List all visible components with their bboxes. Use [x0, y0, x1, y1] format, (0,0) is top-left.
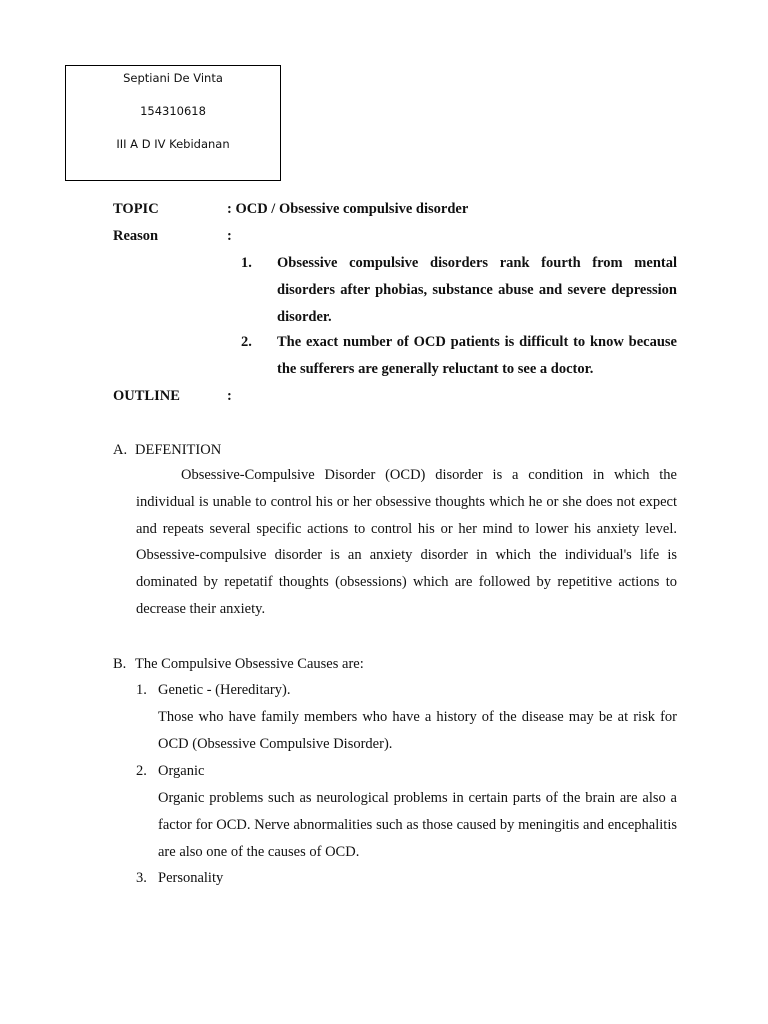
cause-description: Organic problems such as neurological problems in certain parts of the brain are also a factor for OCD. Nerve abnormalities such as those caused by meningitis and encephalitis are also one of the causes of OCD. — [158, 790, 677, 860]
section-b-heading — [113, 656, 364, 673]
cause-number: 2. — [136, 763, 147, 779]
outline-value: : — [227, 388, 232, 404]
reason-text: Obsessive compulsive disorders rank fourth from mental disorders after phobias, substance abuse and severe depression disorder. — [277, 255, 677, 325]
student-class: III A D IV Kebidanan — [116, 137, 230, 151]
section-a-title: DEFENITION — [135, 442, 222, 458]
cause-number: 1. — [136, 682, 147, 698]
section-b-title: The Compulsive Obsessive Causes are: — [135, 656, 364, 672]
reason-value: : — [227, 228, 232, 244]
cause-title: Genetic - (Hereditary). — [158, 682, 291, 698]
definition-paragraph: Obsessive-Compulsive Disorder (OCD) disorder is a condition in which the individual is unable to control his or her obsessive thoughts which he or she does not expect and repeats several specific actions to control his or her mind to lower his anxiety level. Obsessive-compulsive disorder is an anxiety disorder in which the individual's life is dominated by repetatif thoughts (obsessions) which are followed by repetitive actions to decrease their anxiety. — [136, 467, 677, 617]
reason-label: Reason — [113, 228, 159, 244]
student-name: Septiani De Vinta — [123, 71, 223, 85]
reason-text: The exact number of OCD patients is difficult to know because the sufferers are generally reluctant to see a doctor. — [277, 334, 677, 377]
cause-title: Organic — [158, 763, 205, 779]
reason-number: 2. — [241, 334, 252, 350]
cause-description: Those who have family members who have a history of the disease may be at risk for OCD (Obsessive Compulsive Disorder). — [158, 709, 677, 752]
section-a-heading — [113, 442, 221, 459]
topic-label: TOPIC — [113, 201, 159, 217]
section-a-letter: A. — [113, 442, 128, 458]
outline-label: OUTLINE — [113, 388, 180, 404]
topic-value: : OCD / Obsessive compulsive disorder — [227, 201, 469, 217]
student-id: 154310618 — [140, 104, 206, 118]
section-b-letter: B. — [113, 656, 127, 672]
identity-box — [65, 65, 281, 181]
reason-number: 1. — [241, 255, 252, 271]
cause-number: 3. — [136, 870, 147, 886]
cause-title: Personality — [158, 870, 224, 886]
